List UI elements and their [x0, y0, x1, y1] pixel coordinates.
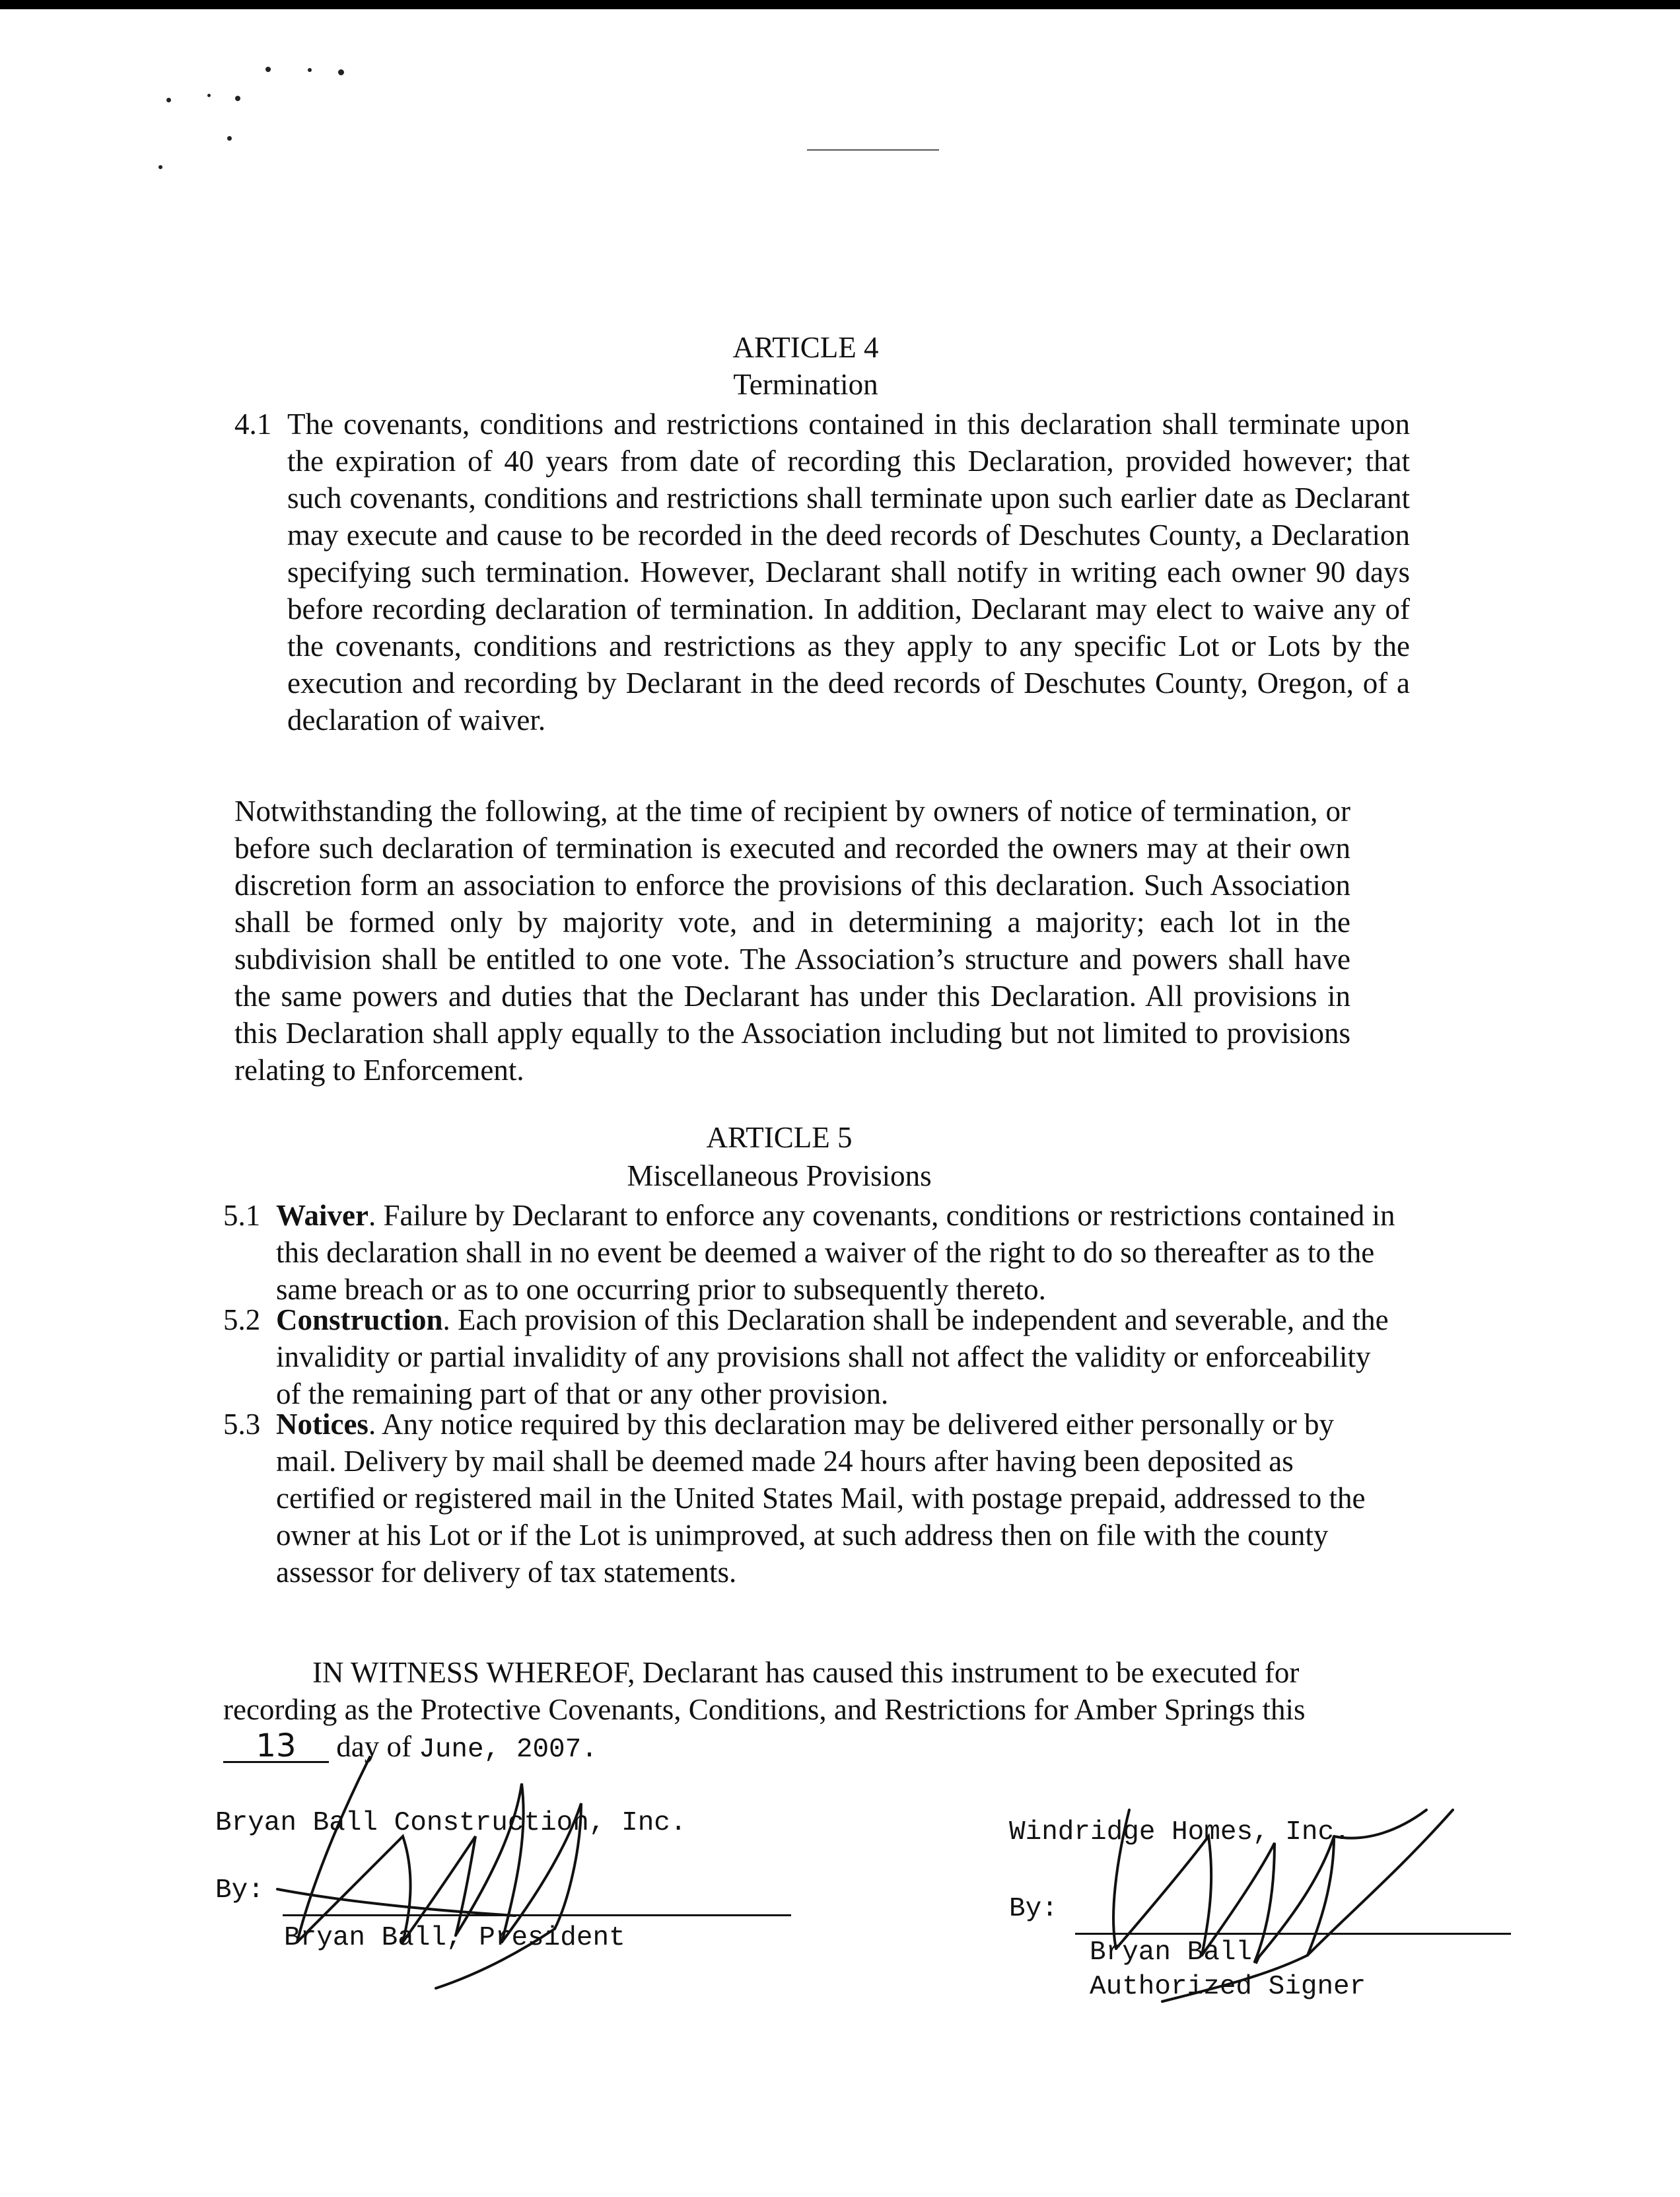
scan-speck — [166, 98, 171, 102]
section-number: 5.2 — [223, 1303, 261, 1336]
article-4-heading: ARTICLE 4 — [732, 331, 879, 364]
section-4-1-text: The covenants, conditions and restrictions contained in this declaration shall terminate upon the expiration of 40 years from date of recording this Declaration, provided however; that such covenants, conditions and restrictions shall terminate upon such earlier date as Declarant may execute and cause to be recorded in the deed records of Deschutes County, a Declaration specifying such termination. However, Declarant shall notify in writing each owner 90 days before recording declaration of termination. In addition, Declarant may elect to waive any of the covenants, conditions and restrictions as they apply to any specific Lot or Lots by the execution and recording by Declarant in the deed records of Deschutes County, Oregon, of a declaration of waiver. — [287, 408, 1410, 737]
right-by-label: By: — [1009, 1894, 1058, 1924]
scan-speck — [207, 94, 211, 97]
scan-mark — [807, 149, 939, 151]
scan-speck — [308, 68, 312, 72]
section-5-3-text: . Any notice required by this declaration may be delivered either personally or by mail. Delivery by mail shall be deemed made 24 hours after having been deposited as certified or registered mail in the United States Mail, with postage prepaid, addressed to the owner at his Lot or if the Lot is unimproved, at such address then on file with the county assessor for delivery of tax statements. — [276, 1408, 1366, 1589]
scan-speck — [235, 96, 240, 101]
section-number: 4.1 — [234, 408, 272, 441]
day-of-label: day of — [336, 1730, 411, 1763]
scan-speck — [338, 69, 344, 75]
article-4-subheading: Termination — [733, 368, 878, 401]
notwithstanding-paragraph: Notwithstanding the following, at the time of recipient by owners of notice of termination, or before such declaration of termination is executed and recorded the owners may at their own discretion form an association to enforce the provisions of this declaration. Such Association shall be formed only by majority vote, and in determining a majority; each lot in the subdivision shall be entitled to one vote. The Association’s structure and powers shall have the same powers and duties that the Declarant has under this Declaration. All provisions in this Declaration shall apply equally to the Association including but not limited to provisions relating to Enforcement. — [234, 795, 1350, 1087]
witness-text: IN WITNESS WHEREOF, Declarant has caused this instrument to be executed for recording as the Protective Covenants, Conditions, and Restrictions for Amber Springs this — [223, 1656, 1306, 1726]
typed-date: June, 2007. — [419, 1735, 598, 1765]
scan-speck — [158, 165, 162, 169]
section-5-2 — [223, 1301, 1399, 1412]
scan-speck — [265, 67, 271, 72]
section-5-2-text: . Each provision of this Declaration shall be independent and severable, and the invalidity or partial invalidity of any provisions shall not affect the validity or enforceability of the remaining part of that or any other provision. — [276, 1303, 1389, 1410]
scan-top-border — [0, 0, 1680, 9]
section-5-1 — [223, 1197, 1399, 1308]
section-number: 5.1 — [223, 1199, 261, 1232]
section-5-3 — [223, 1406, 1399, 1591]
left-signature-scribble — [238, 1744, 700, 1995]
left-company: Bryan Ball Construction, Inc. — [215, 1808, 687, 1838]
section-5-1-text: . Failure by Declarant to enforce any covenants, conditions or restrictions contained in this declaration shall in no event be deemed a waiver of the right to do so thereafter as to the same breach or as to one occurring prior to subsequently thereto. — [276, 1199, 1395, 1306]
right-signer-title: Authorized Signer — [1090, 1972, 1366, 2002]
section-5-2-title: Construction — [276, 1303, 443, 1336]
right-signature-scribble — [1057, 1783, 1506, 2008]
article-5-heading: ARTICLE 5 — [706, 1121, 853, 1154]
scan-speck — [227, 136, 232, 141]
section-5-1-title: Waiver — [276, 1199, 368, 1232]
section-number: 5.3 — [223, 1408, 261, 1441]
section-4-1 — [234, 406, 1410, 738]
left-by-label: By: — [215, 1875, 264, 1906]
right-signer-name: Bryan Ball, — [1090, 1937, 1269, 1968]
section-5-3-title: Notices — [276, 1408, 368, 1441]
handwritten-day: 13 — [256, 1727, 297, 1764]
article-5-subheading: Miscellaneous Provisions — [627, 1159, 932, 1192]
left-signer-name: Bryan Ball, President — [284, 1923, 625, 1953]
right-company: Windridge Homes, Inc. — [1009, 1817, 1350, 1848]
